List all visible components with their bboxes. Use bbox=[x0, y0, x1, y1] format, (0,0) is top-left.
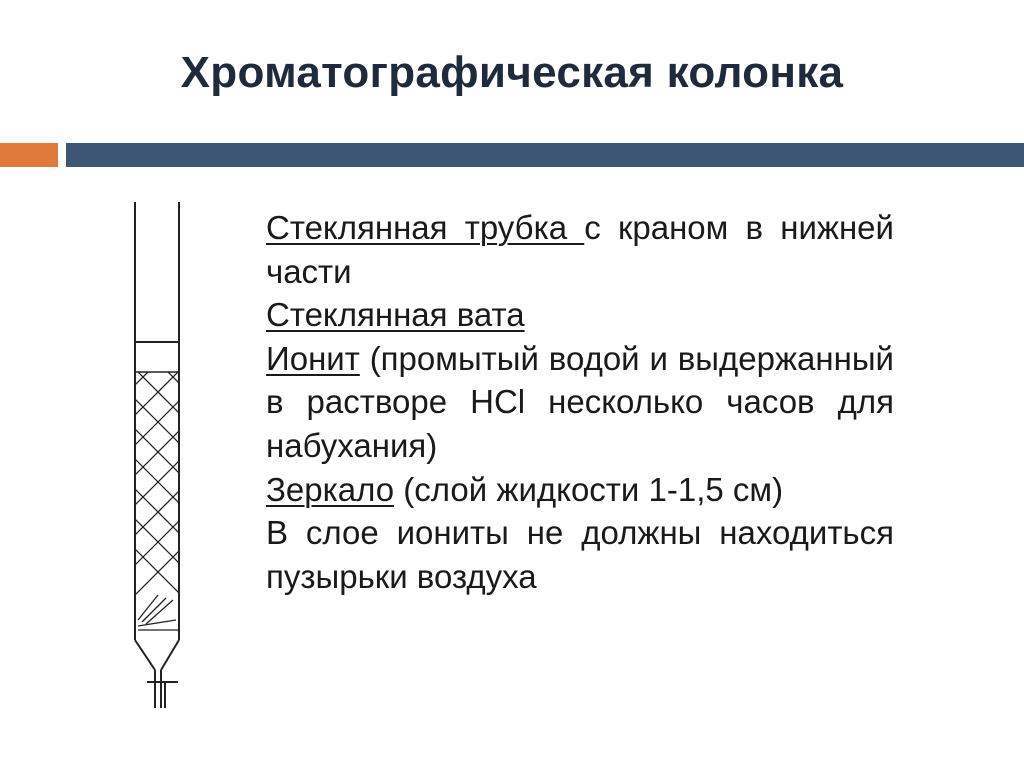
item-text: с краном в нижней части bbox=[266, 209, 894, 290]
item-text: (слой жидкости 1-1,5 см) bbox=[394, 470, 784, 508]
taper-left bbox=[135, 640, 155, 670]
ion-exchanger-hatching bbox=[118, 252, 208, 652]
item-glass-tube bbox=[266, 206, 894, 293]
item-term: Зеркало bbox=[266, 470, 395, 508]
item-term: Стеклянная вата bbox=[266, 296, 525, 334]
item-mirror bbox=[266, 468, 894, 512]
item-text: (промытый водой и выдержанный в растворе HCl несколько часов для набухания) bbox=[266, 339, 894, 464]
item-glass-wool bbox=[266, 293, 894, 337]
item-text: В слое иониты не должны находиться пузырьки воздуха bbox=[266, 514, 894, 595]
glass-wool-layer bbox=[138, 595, 178, 630]
item-ion-exchanger bbox=[266, 337, 894, 468]
item-term: Стеклянная трубка bbox=[266, 209, 585, 246]
description-list bbox=[266, 206, 894, 598]
taper-right bbox=[161, 640, 179, 670]
item-no-bubbles bbox=[266, 511, 894, 598]
slide-title: Хроматографическая колонка bbox=[180, 48, 844, 97]
accent-bar bbox=[0, 143, 58, 167]
chromatographic-column-drawing bbox=[118, 200, 208, 720]
title-underline-bar bbox=[66, 143, 1024, 167]
item-term: Ионит bbox=[266, 339, 360, 377]
